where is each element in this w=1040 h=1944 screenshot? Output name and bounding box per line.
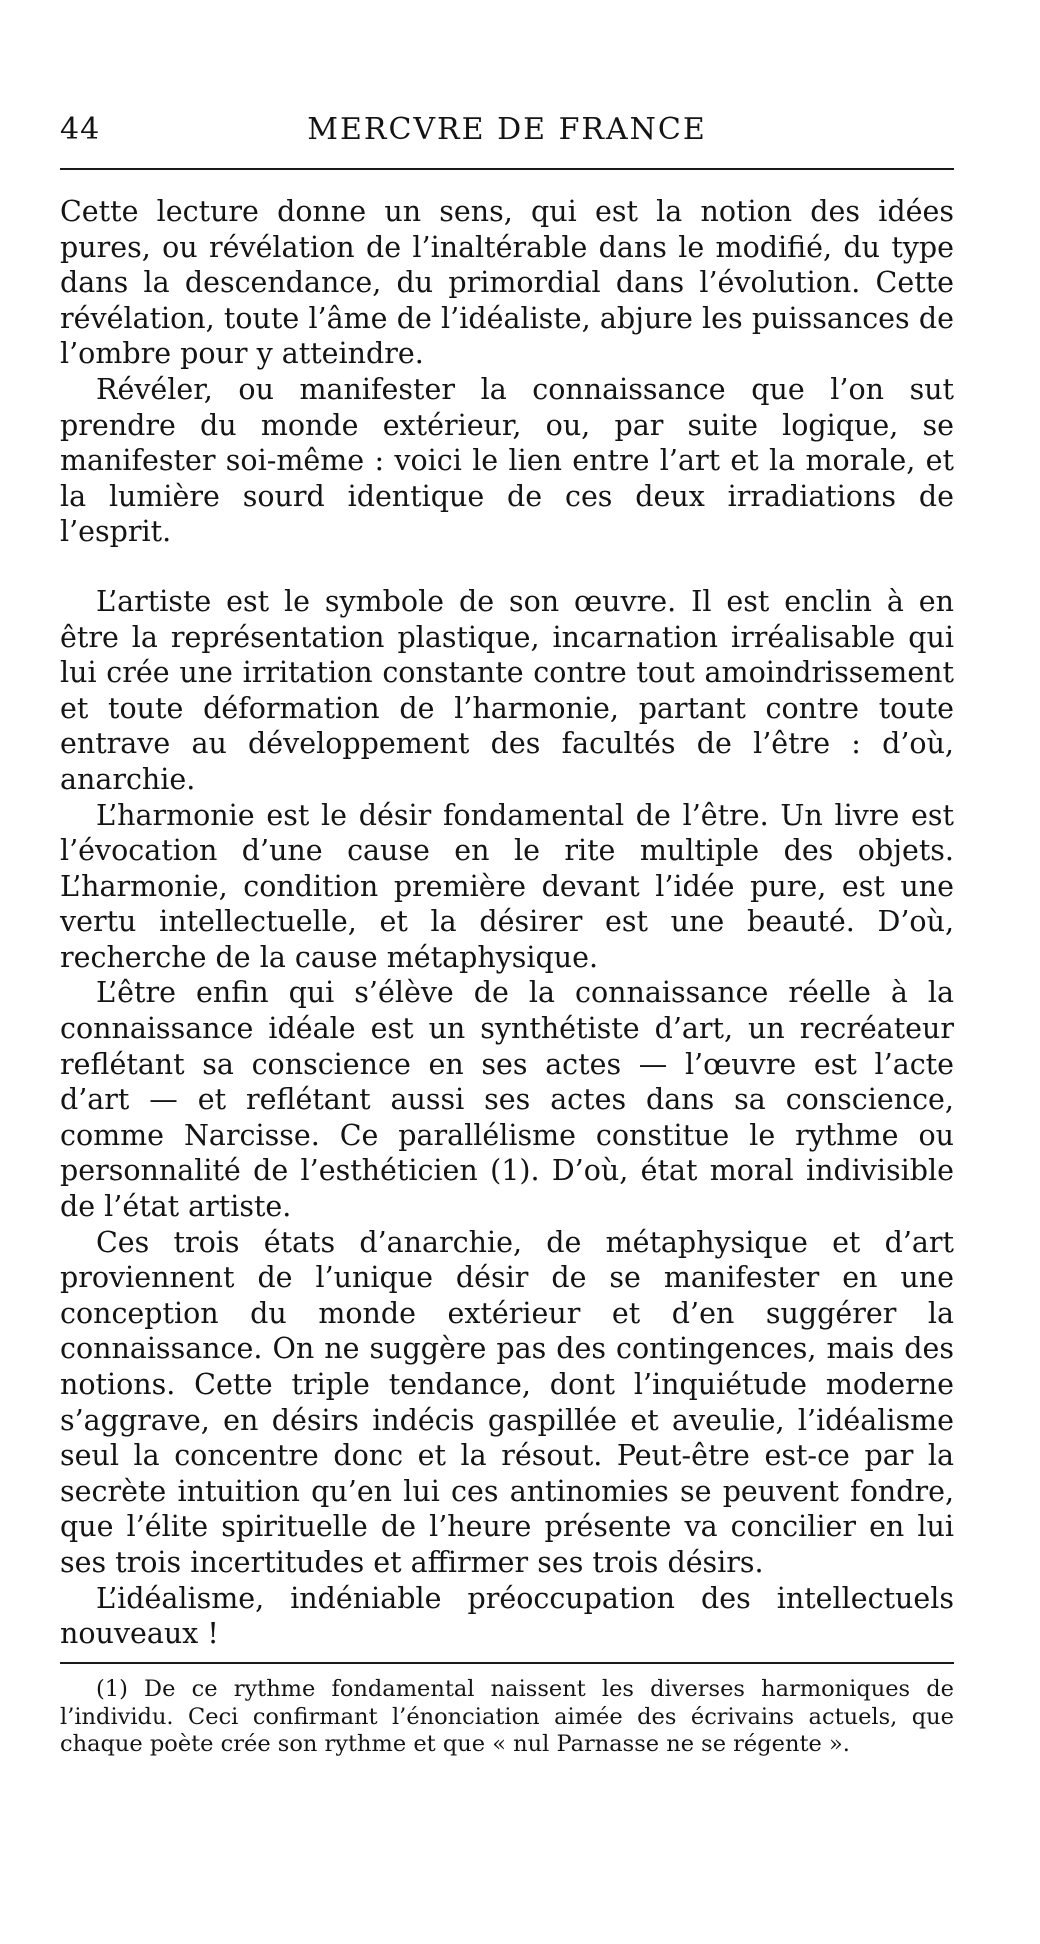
footnote: (1) De ce rythme fondamental naissent les diverses harmoniques de l’individu. Ceci confirmant l’énonciation aimée des écrivains actuels, que chaque poète crée son rythme et que « nul Parnasse ne se régente ». [60,1676,954,1757]
paragraph-2: Révéler, ou manifester la connaissance que l’on sut prendre du monde extérieur, ou, par suite logique, se manifester soi-même : voici le lien entre l’art et la morale, et la lumière sourd identique de ces deux irradiations de l’esprit. [60,372,954,549]
paragraph-7: L’idéalisme, indéniable préoccupation des intellectuels nouveaux ! [60,1581,954,1651]
page-number: 44 [60,112,101,147]
paragraph-3: L’artiste est le symbole de son œuvre. Il est enclin à en être la représentation plastique, incarnation irréalisable qui lui crée une irritation constante contre tout amoindrissement et toute déformation de l’harmonie, partant contre toute entrave au développement des facultés de l’être : d’où, anarchie. [60,584,954,796]
footnote-rule [60,1662,954,1664]
body-text [60,194,954,1652]
journal-title: MERCVRE DE FRANCE [307,112,707,147]
paragraph-5: L’être enfin qui s’élève de la connaissance réelle à la connaissance idéale est un synthétiste d’art, un recréateur reflétant sa conscience en ses actes — l’œuvre est l’acte d’art — et reflétant aussi ses actes dans sa conscience, comme Narcisse. Ce parallélisme constitue le rythme ou personnalité de l’esthéticien (1). D’où, état moral indivisible de l’état artiste. [60,976,954,1224]
paragraph-6: Ces trois états d’anarchie, de métaphysique et d’art proviennent de l’unique désir de se manifester en une conception du monde extérieur et d’en suggérer la connaissance. On ne suggère pas des contingences, mais des notions. Cette triple tendance, dont l’inquiétude moderne s’aggrave, en désirs indécis gaspillée et aveulie, l’idéalisme seul la concentre donc et la résout. Peut-être est-ce par la secrète intuition qu’en lui ces antinomies se peuvent fondre, que l’élite spirituelle de l’heure présente va concilier en lui ses trois incertitudes et affirmer ses trois désirs. [60,1225,954,1579]
running-head [60,108,954,152]
header-rule [60,168,954,170]
paragraph-1: Cette lecture donne un sens, qui est la notion des idées pures, ou révélation de l’inaltérable dans le modifié, du type dans la descendance, du primordial dans l’évolution. Cette révélation, toute l’âme de l’idéaliste, abjure les puissances de l’ombre pour y atteindre. [60,195,954,371]
paragraph-4: L’harmonie est le désir fondamental de l’être. Un livre est l’évocation d’une cause en le rite multiple des objets. L’harmonie, condition première devant l’idée pure, est une vertu intellectuelle, et la désirer est une beauté. D’où, recherche de la cause métaphysique. [60,798,954,974]
